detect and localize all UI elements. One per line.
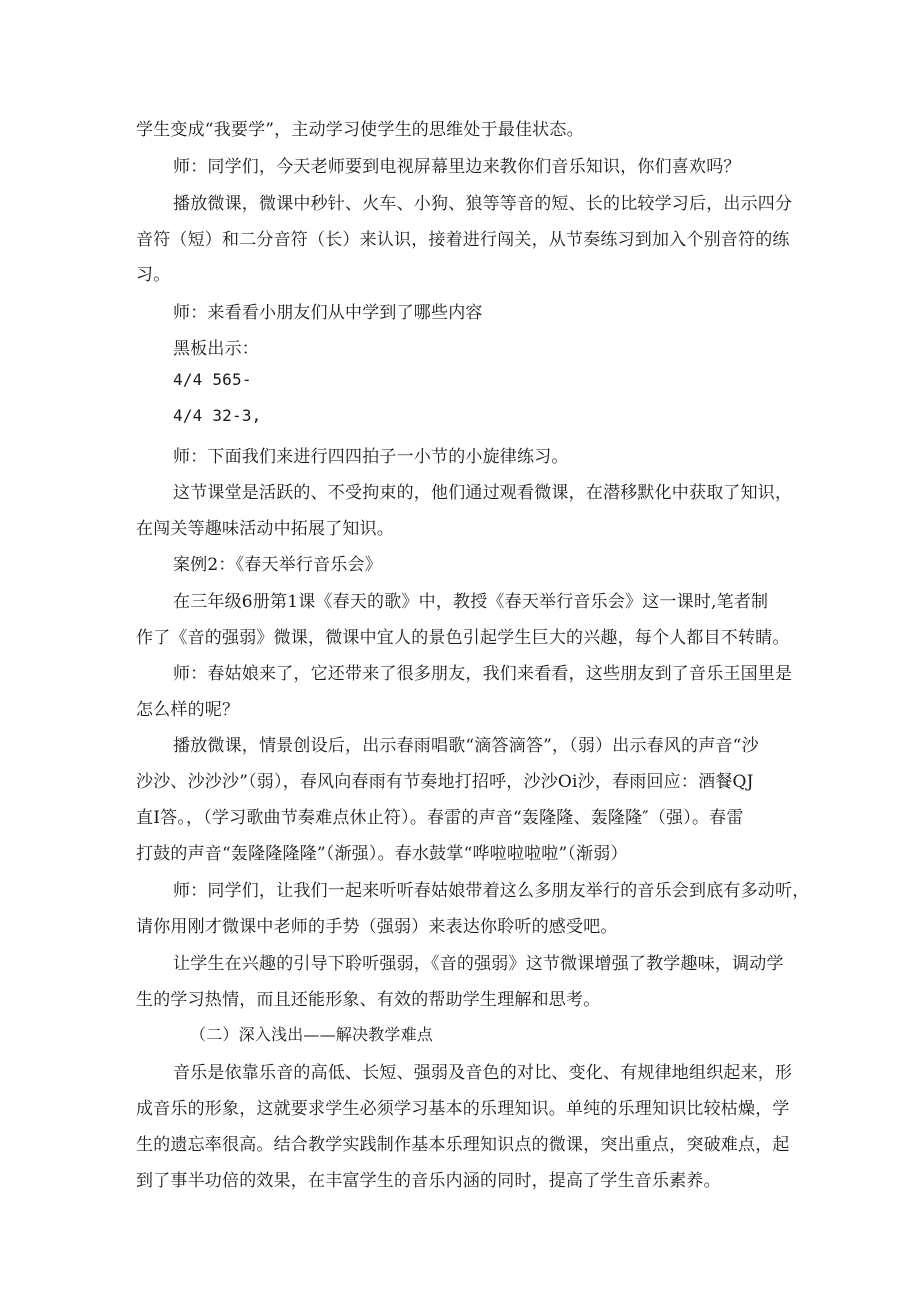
paragraph-line: 怎么样的呢？ <box>136 700 240 720</box>
case-title: 案例2：《春天举行音乐会》 <box>173 555 382 575</box>
paragraph-line: 播放微课，微课中秒针、火车、小狗、狼等等音的短、长的比较学习后，出示四分 <box>173 194 793 214</box>
rhythm-notation-line: 4/4 32-3, <box>173 406 262 425</box>
paragraph-line: 直I答。，（学习歌曲节奏难点休止符）。春雷的声音“轰隆隆、轰隆隆″（强）。春雷 <box>136 808 744 828</box>
paragraph-line: 播放微课，情景创设后，出示春雨唱歌“滴答滴答”，（弱）出示春风的声音“沙 <box>173 736 759 756</box>
paragraph-line: 师：下面我们来进行四四拍子一小节的小旋律练习。 <box>173 447 569 467</box>
paragraph-line: 生的学习热情，而且还能形象、有效的帮助学生理解和思考。 <box>136 990 601 1010</box>
paragraph-line: 师：同学们，今天老师要到电视屏幕里边来教你们音乐知识，你们喜欢吗？ <box>173 157 741 177</box>
paragraph-line: 打鼓的声音“轰隆隆隆隆”（渐强）。春水鼓掌“哗啦啦啦啦”（渐弱） <box>136 844 628 864</box>
paragraph-line: 师：春姑娘来了，它还带来了很多朋友，我们来看看，这些朋友到了音乐王国里是 <box>173 664 793 684</box>
paragraph-line: 生的遗忘率很高。结合教学实践制作基本乐理知识点的微课，突出重点，突破难点，起 <box>136 1135 790 1155</box>
paragraph-line: 习。 <box>136 265 171 285</box>
paragraph-line: 音符（短）和二分音符（长）来认识，接着进行闯关，从节奏练习到加入个别音符的练 <box>136 230 790 250</box>
paragraph-line: 请你用刚才微课中老师的手势（强弱）来表达你聆听的感受吧。 <box>136 917 618 937</box>
paragraph-line: 在三年级6册第1课《春天的歌》中，教授《春天举行音乐会》这一课时,笔者制 <box>173 592 769 612</box>
paragraph-line: 师：同学们，让我们一起来听听春姑娘带着这么多朋友举行的音乐会到底有多动听， <box>173 881 810 901</box>
paragraph-line: 让学生在兴趣的引导下聆听强弱，《音的强弱》这节微课增强了教学趣味，调动学 <box>173 954 784 974</box>
paragraph-line: 这节课堂是活跃的、不受拘束的，他们通过观看微课，在潜移默化中获取了知识， <box>173 483 793 503</box>
paragraph-line: 黑板出示： <box>173 339 259 359</box>
paragraph-line: 师：来看看小朋友们从中学到了哪些内容 <box>173 303 483 323</box>
paragraph-line: 作了《音的强弱》微课，微课中宜人的景色引起学生巨大的兴趣，每个人都目不转睛。 <box>136 628 790 648</box>
paragraph-line: 学生变成“我要学”，主动学习使学生的思维处于最佳状态。 <box>136 120 584 140</box>
paragraph-line: 在闯关等趣味活动中拓展了知识。 <box>136 519 394 539</box>
rhythm-notation-line: 4/4 565- <box>173 370 252 389</box>
paragraph-line: 沙沙、沙沙沙”（弱），春风向春雨有节奏地打招呼，沙沙Oi沙，春雨回应：酒餐QJ <box>136 772 754 792</box>
paragraph-line: 音乐是依靠乐音的高低、长短、强弱及音色的对比、变化、有规律地组织起来，形 <box>173 1063 793 1083</box>
paragraph-line: 成音乐的形象，这就要求学生必须学习基本的乐理知识。单纯的乐理知识比较枯燥，学 <box>136 1099 790 1119</box>
section-heading: （二）深入浅出——解决教学难点 <box>190 1025 434 1044</box>
paragraph-line: 到了事半功倍的效果，在丰富学生的音乐内涵的同时，提高了学生音乐素养。 <box>136 1171 721 1191</box>
